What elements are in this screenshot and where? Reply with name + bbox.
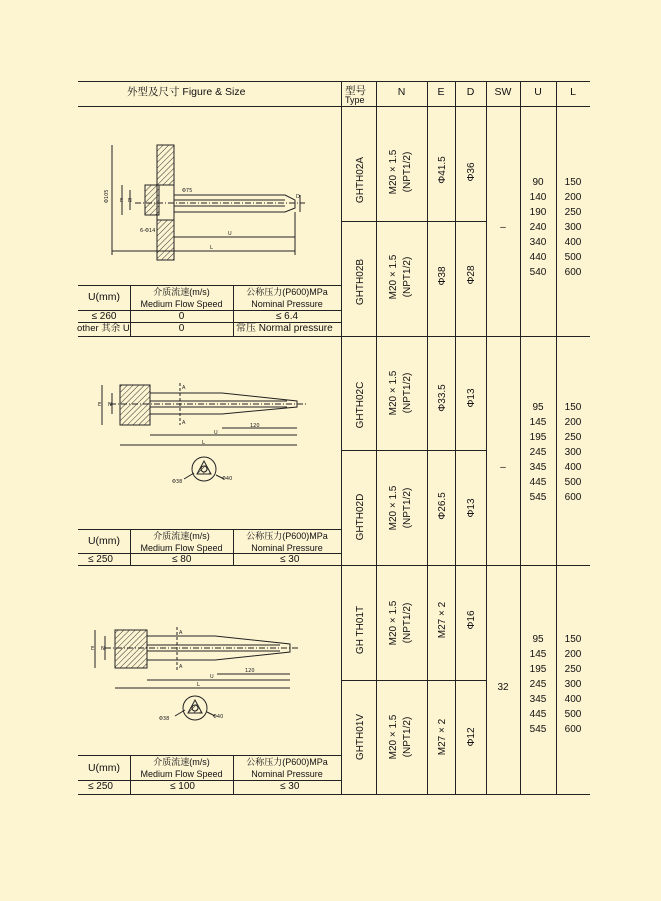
leader <box>175 710 185 716</box>
row-split-1 <box>341 221 486 222</box>
flow-pressure-en: Nominal Pressure <box>251 299 323 309</box>
drawing-tapered-thermowell-3 <box>85 612 315 727</box>
l-value: 150 <box>564 634 582 645</box>
d-header: D <box>466 86 475 98</box>
l-header: L <box>570 86 576 98</box>
svg-text:D: D <box>296 194 300 200</box>
u-value: 445 <box>529 709 547 720</box>
n-npt: (NPT1/2) <box>402 602 413 644</box>
u-value: 345 <box>529 462 547 473</box>
flow-row-pressure: ≤ 30 <box>280 781 300 792</box>
flow-row-pressure: ≤ 30 <box>280 554 300 565</box>
row-split-3 <box>341 680 486 681</box>
flow3-row1 <box>78 780 341 781</box>
model-d: Φ16 <box>466 610 477 630</box>
n-npt: (NPT1/2) <box>402 151 413 193</box>
flow-pressure-en: Nominal Pressure <box>251 543 323 553</box>
model-header-en: Type <box>345 95 365 105</box>
u-value: 240 <box>529 222 547 233</box>
svg-text:Φ105: Φ105 <box>104 189 110 203</box>
flow-pressure-cn: 公称压力(P600)MPa <box>246 757 328 767</box>
model-e: M27 × 2 <box>437 601 448 639</box>
model-type: GHTH02C <box>355 381 366 429</box>
svg-text:A: A <box>179 630 183 636</box>
model-e: Φ26.5 <box>437 492 448 520</box>
svg-text:N: N <box>101 646 105 652</box>
u-value: 145 <box>529 649 547 660</box>
l-value: 250 <box>564 432 582 443</box>
svg-text:L: L <box>197 682 200 688</box>
flow-row-speed: ≤ 100 <box>170 781 195 792</box>
l-value: 200 <box>564 417 582 428</box>
model-d: Φ28 <box>466 265 477 285</box>
l-value: 250 <box>564 207 582 218</box>
u-value: 190 <box>529 207 547 218</box>
e-header: E <box>437 86 445 98</box>
section1-bottom-border <box>78 336 590 337</box>
l-value: 200 <box>564 192 582 203</box>
svg-text:120: 120 <box>245 668 255 674</box>
model-n <box>387 150 415 195</box>
n-thread: M20 × 1.5 <box>388 149 399 195</box>
l-value: 600 <box>564 724 582 735</box>
svg-text:Φ38: Φ38 <box>172 479 183 485</box>
l-value: 600 <box>564 492 582 503</box>
u-value: 145 <box>529 417 547 428</box>
flow-row-speed: ≤ 80 <box>172 554 192 565</box>
u-value: 245 <box>529 447 547 458</box>
flange-top <box>157 145 174 185</box>
model-n <box>387 715 415 760</box>
svg-text:A: A <box>182 420 186 426</box>
col-divider-d <box>455 81 456 794</box>
u-value: 245 <box>529 679 547 690</box>
n-npt: (NPT1/2) <box>402 372 413 414</box>
flow-u-header: U(mm) <box>87 291 121 303</box>
svg-text:Φ40: Φ40 <box>222 476 233 482</box>
flow-row-speed: 0 <box>178 323 185 334</box>
model-type: GHTH02A <box>355 156 366 204</box>
col-divider-e <box>427 81 428 794</box>
svg-text:N: N <box>108 402 112 408</box>
flow-row-u: ≤ 250 <box>88 781 113 792</box>
u-value: 95 <box>532 402 544 413</box>
l-values <box>553 400 593 505</box>
u-value: 90 <box>532 177 544 188</box>
u-value: 195 <box>529 664 547 675</box>
model-n <box>387 601 415 646</box>
model-e: Φ33.5 <box>437 384 448 412</box>
model-header-cn: 型号 <box>345 85 366 97</box>
u-values <box>518 400 558 505</box>
svg-text:E: E <box>91 646 95 652</box>
flow-pressure-en: Nominal Pressure <box>251 769 323 779</box>
n-thread: M20 × 1.5 <box>388 370 399 416</box>
model-e: Φ38 <box>437 266 448 286</box>
svg-text:6-Φ14: 6-Φ14 <box>140 228 156 234</box>
model-type: GHTH02D <box>355 493 366 541</box>
l-value: 500 <box>564 709 582 720</box>
flow-row-u: ≤ 250 <box>88 554 113 565</box>
sw-value: – <box>500 222 506 233</box>
flow-speed-en: Medium Flow Speed <box>140 543 223 553</box>
l-value: 300 <box>564 222 582 233</box>
flow-speed-en: Medium Flow Speed <box>140 769 223 779</box>
l-value: 150 <box>564 402 582 413</box>
n-thread: M20 × 1.5 <box>388 714 399 760</box>
leader <box>184 473 194 479</box>
l-value: 600 <box>564 267 582 278</box>
flow-speed-cn: 介质流速(m/s) <box>153 531 210 541</box>
flow-row-pressure: ≤ 6.4 <box>275 311 299 322</box>
svg-text:N: N <box>128 198 132 204</box>
l-value: 300 <box>564 679 582 690</box>
model-type: GH TH01T <box>355 605 366 655</box>
u-value: 445 <box>529 477 547 488</box>
row-split-2 <box>341 450 486 451</box>
drawing-tapered-thermowell-2 <box>92 375 322 490</box>
n-npt: (NPT1/2) <box>402 487 413 529</box>
u-values <box>518 632 558 737</box>
svg-text:L: L <box>210 245 213 251</box>
n-header: N <box>397 86 406 98</box>
n-thread: M20 × 1.5 <box>388 600 399 646</box>
u-value: 345 <box>529 694 547 705</box>
u-value: 545 <box>529 724 547 735</box>
flow-speed-en: Medium Flow Speed <box>140 299 223 309</box>
flow-pressure-cn: 公称压力(P600)MPa <box>246 531 328 541</box>
l-value: 300 <box>564 447 582 458</box>
u-value: 195 <box>529 432 547 443</box>
flow-u-header: U(mm) <box>87 535 121 547</box>
flow-pressure-cn: 公称压力(P600)MPa <box>246 287 328 297</box>
u-value: 95 <box>532 634 544 645</box>
n-npt: (NPT1/2) <box>402 716 413 758</box>
u-value: 540 <box>529 267 547 278</box>
l-value: 400 <box>564 237 582 248</box>
section2-bottom-border <box>78 565 590 566</box>
model-type: GHTH02B <box>355 258 366 306</box>
svg-text:Φ75: Φ75 <box>182 188 193 194</box>
n-thread: M20 × 1.5 <box>388 485 399 531</box>
drawing-flanged-thermowell <box>100 140 320 265</box>
model-d: Φ13 <box>466 498 477 518</box>
svg-text:120: 120 <box>250 423 260 429</box>
l-value: 150 <box>564 177 582 188</box>
u-header: U <box>534 86 542 98</box>
n-thread: M20 × 1.5 <box>388 254 399 300</box>
svg-text:E: E <box>98 402 102 408</box>
svg-text:U: U <box>210 674 214 680</box>
model-e: Φ41.5 <box>437 156 448 184</box>
l-value: 500 <box>564 252 582 263</box>
model-d: Φ13 <box>466 388 477 408</box>
svg-text:Φ40: Φ40 <box>213 714 224 720</box>
sw-value: – <box>500 462 506 473</box>
n-npt: (NPT1/2) <box>402 256 413 298</box>
u-value: 545 <box>529 492 547 503</box>
flow-row-pressure: 常压 Normal pressure <box>236 323 333 334</box>
l-value: 400 <box>564 462 582 473</box>
l-value: 500 <box>564 477 582 488</box>
u-value: 440 <box>529 252 547 263</box>
header-bottom-border <box>78 106 590 107</box>
table-top-border <box>78 81 590 82</box>
svg-text:Φ38: Φ38 <box>159 716 170 722</box>
flow-speed-cn: 介质流速(m/s) <box>153 287 210 297</box>
u-values <box>518 175 558 280</box>
svg-text:U: U <box>214 430 218 436</box>
figure-size-header: 外型及尺寸 Figure & Size <box>127 86 246 98</box>
flange-bottom <box>157 220 174 260</box>
sw-value: 32 <box>497 682 509 693</box>
col-divider-type <box>341 81 342 794</box>
u-value: 340 <box>529 237 547 248</box>
model-n <box>387 371 415 416</box>
model-type: GHTH01V <box>355 713 366 761</box>
hex-body <box>115 630 147 668</box>
flow-row-u: ≤ 260 <box>91 311 117 322</box>
boss <box>145 185 159 215</box>
l-value: 250 <box>564 664 582 675</box>
model-e: M27 × 2 <box>437 718 448 756</box>
model-d: Φ12 <box>466 727 477 747</box>
u-value: 140 <box>529 192 547 203</box>
table-bottom-border <box>78 794 590 795</box>
model-d: Φ36 <box>466 162 477 182</box>
model-n <box>387 486 415 531</box>
l-values <box>553 175 593 280</box>
flow-speed-cn: 介质流速(m/s) <box>153 757 210 767</box>
svg-text:A: A <box>179 664 183 670</box>
sw-header: SW <box>494 86 512 98</box>
col-divider-n <box>376 81 377 794</box>
l-value: 200 <box>564 649 582 660</box>
svg-text:A: A <box>182 385 186 391</box>
hex-body <box>120 385 150 425</box>
flow-row-speed: 0 <box>178 311 185 322</box>
l-values <box>553 632 593 737</box>
svg-text:E: E <box>120 198 124 204</box>
l-value: 400 <box>564 694 582 705</box>
svg-text:L: L <box>202 440 205 446</box>
flow-row-u: other 其余 U <box>77 323 130 334</box>
svg-text:U: U <box>228 231 232 237</box>
flow-u-header: U(mm) <box>87 762 121 774</box>
model-n <box>387 255 415 300</box>
